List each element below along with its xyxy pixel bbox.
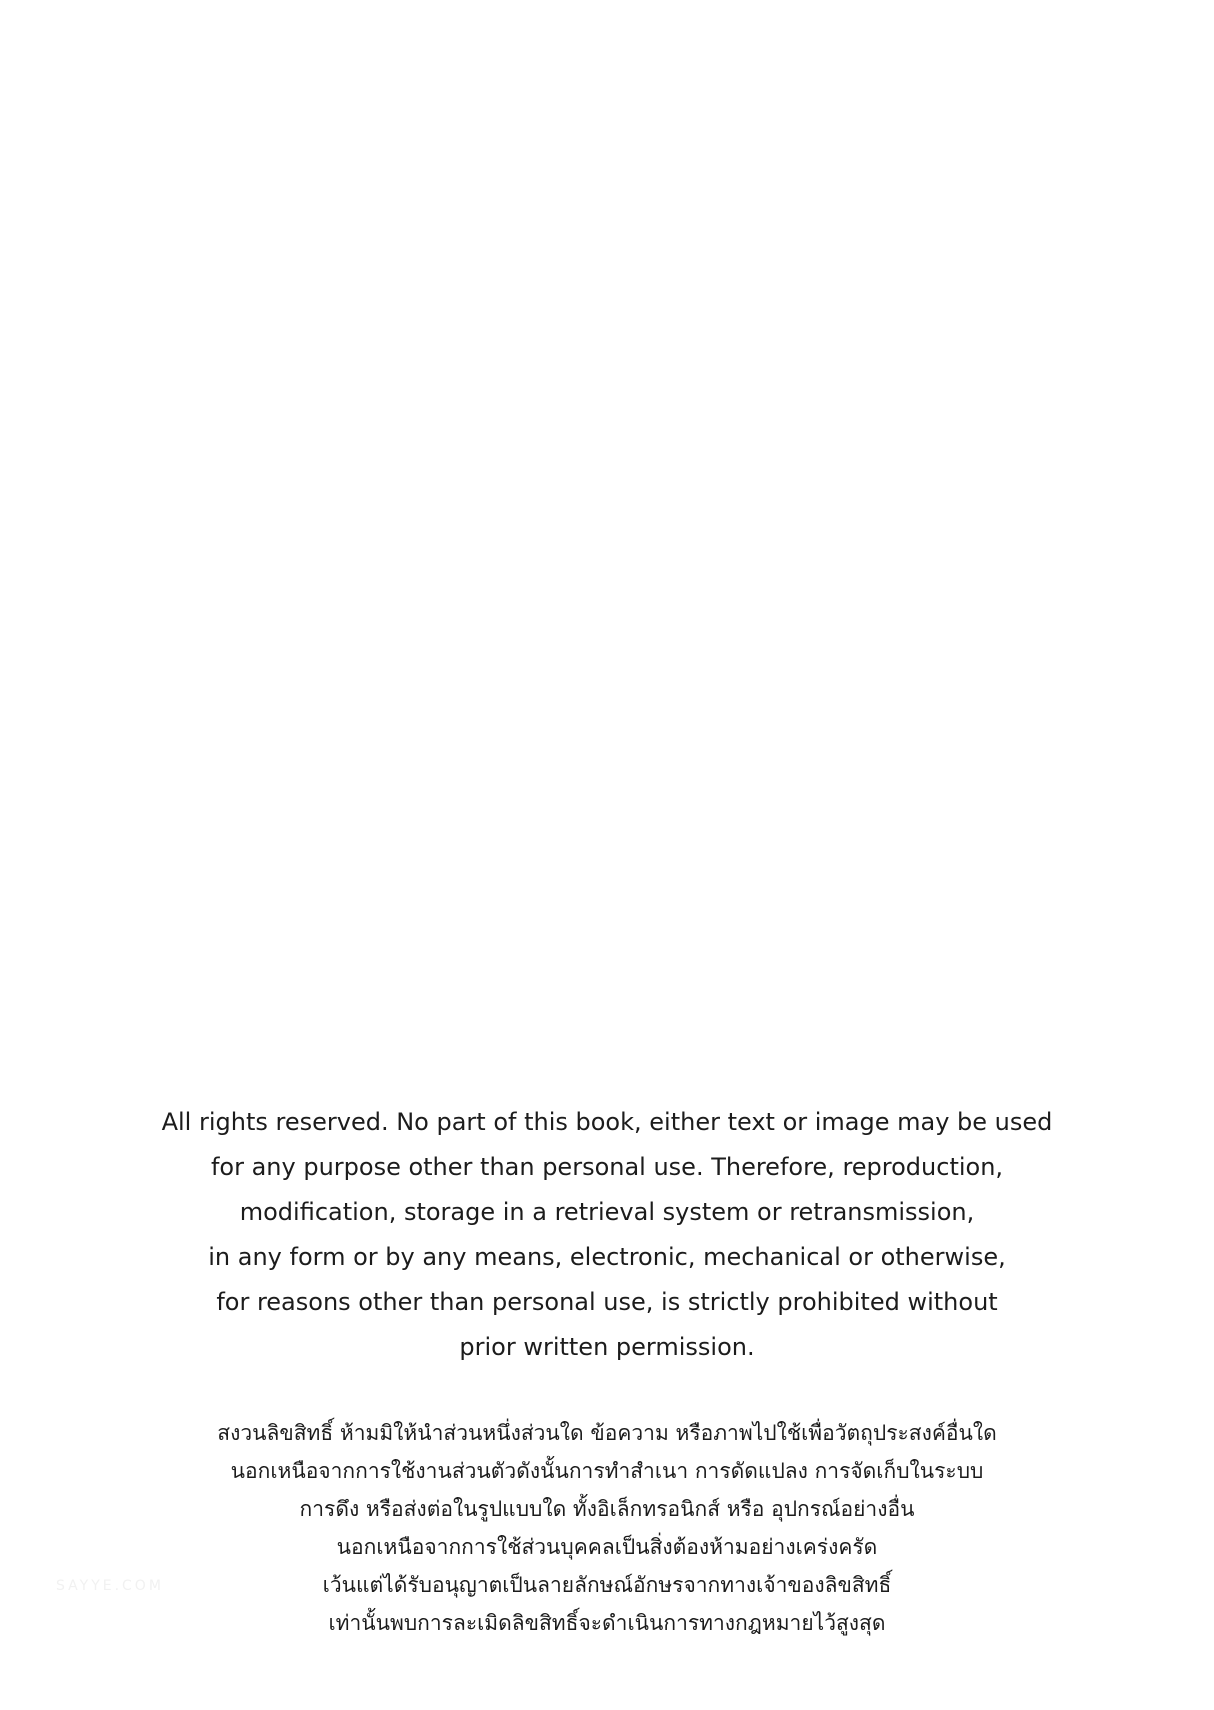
watermark-text: SAYYE.COM — [56, 1578, 164, 1594]
copyright-notice-thai — [0, 1414, 1214, 1642]
copyright-th-line: เท่านั้นพบการละเมิดลิขสิทธิ์จะดำเนินการทางกฎหมายไว้สูงสุด — [328, 1611, 886, 1635]
copyright-th-line: สงวนลิขสิทธิ์ ห้ามมิให้นำส่วนหนึ่งส่วนใด ข้อความ หรือภาพไปใช้เพื่อวัตถุประสงค์อื่นใด — [217, 1421, 997, 1445]
copyright-en-line: for any purpose other than personal use. Therefore, reproduction, — [210, 1153, 1004, 1181]
copyright-en-line: in any form or by any means, electronic, mechanical or otherwise, — [208, 1243, 1006, 1271]
copyright-en-line: modification, storage in a retrieval system or retransmission, — [239, 1198, 975, 1226]
copyright-th-line: การดึง หรือส่งต่อในรูปแบบใด ทั้งอิเล็กทรอนิกส์ หรือ อุปกรณ์อย่างอื่น — [299, 1497, 915, 1521]
copyright-th-line: นอกเหนือจากการใช้งานส่วนตัวดังนั้นการทำสำเนา การดัดแปลง การจัดเก็บในระบบ — [230, 1459, 984, 1483]
copyright-en-line: prior written permission. — [459, 1333, 755, 1361]
copyright-notice-english — [0, 1100, 1214, 1370]
copyright-th-line: เว้นแต่ได้รับอนุญาตเป็นลายลักษณ์อักษรจากทางเจ้าของลิขสิทธิ์ — [322, 1573, 892, 1597]
copyright-en-line: All rights reserved. No part of this book, either text or image may be used — [161, 1108, 1053, 1136]
copyright-th-line: นอกเหนือจากการใช้ส่วนบุคคลเป็นสิ่งต้องห้ามอย่างเคร่งครัด — [336, 1535, 878, 1559]
copyright-en-line: for reasons other than personal use, is strictly prohibited without — [216, 1288, 998, 1316]
